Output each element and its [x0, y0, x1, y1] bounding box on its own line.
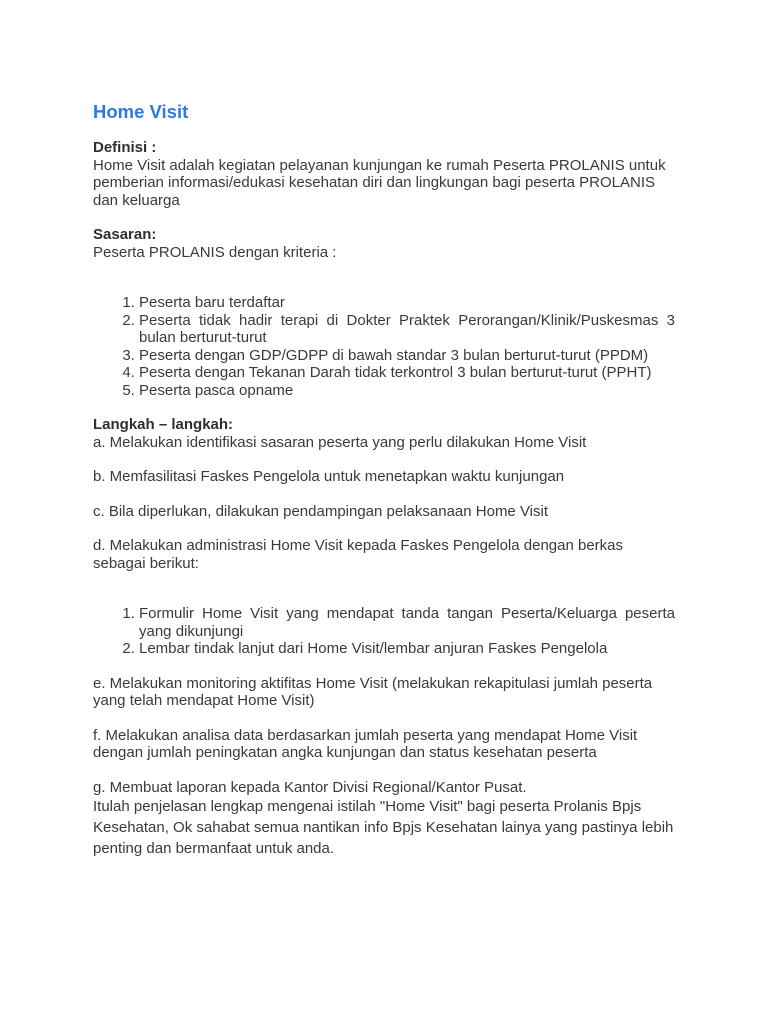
- langkah-step-e: e. Melakukan monitoring aktifitas Home Visit (melakukan rekapitulasi jumlah peserta yang telah mendapat Home Visit): [93, 674, 653, 709]
- list-item: 2. Peserta tidak hadir terapi di Dokter Praktek Perorangan/Klinik/Puskesmas 3 bulan berturut-turut: [139, 312, 675, 347]
- article-body: [93, 101, 675, 859]
- page-title: Home Visit: [93, 101, 189, 122]
- sasaran-heading: Sasaran:: [93, 226, 157, 243]
- list-item: 5. Peserta pasca opname: [139, 382, 675, 400]
- definisi-heading: Definisi :: [93, 139, 157, 156]
- list-item: 4. Peserta dengan Tekanan Darah tidak terkontrol 3 bulan berturut-turut (PPHT): [139, 364, 675, 382]
- langkah-step-b: b. Memfasilitasi Faskes Pengelola untuk menetapkan waktu kunjungan: [93, 468, 565, 485]
- definisi-text: Home Visit adalah kegiatan pelayanan kunjungan ke rumah Peserta PROLANIS untuk pemberian informasi/edukasi kesehatan diri dan lingkungan bagi peserta PROLANIS dan keluarga: [93, 156, 666, 209]
- langkah-step-a: a. Melakukan identifikasi sasaran peserta yang perlu dilakukan Home Visit: [93, 433, 587, 451]
- sasaran-intro: Peserta PROLANIS dengan kriteria :: [93, 243, 337, 261]
- langkah-step-c: c. Bila diperlukan, dilakukan pendampingan pelaksanaan Home Visit: [93, 502, 549, 520]
- list-item: 1. Formulir Home Visit yang mendapat tanda tangan Peserta/Keluarga peserta yang dikunjungi: [139, 605, 675, 640]
- sasaran-criteria-list: [93, 294, 675, 399]
- list-item: 1. Peserta baru terdaftar: [139, 294, 675, 312]
- langkah-step-g: g. Membuat laporan kepada Kantor Divisi Regional/Kantor Pusat.: [93, 778, 527, 796]
- berkas-list: [93, 605, 675, 658]
- langkah-step-f: f. Melakukan analisa data berdasarkan jumlah peserta yang mendapat Home Visit dengan jumlah peningkatan angka kunjungan dan status kesehatan peserta: [93, 726, 638, 761]
- closing-paragraph: Itulah penjelasan lengkap mengenai istilah "Home Visit" bagi peserta Prolanis Bpjs Kesehatan, Ok sahabat semua nantikan info Bpjs Kesehatan lainya yang pastinya lebih penting dan bermanfaat untuk anda.: [93, 798, 674, 857]
- list-item: 3. Peserta dengan GDP/GDPP di bawah standar 3 bulan berturut-turut (PPDM): [139, 347, 675, 365]
- langkah-heading: Langkah – langkah:: [93, 416, 234, 433]
- list-item: 2. Lembar tindak lanjut dari Home Visit/lembar anjuran Faskes Pengelola: [139, 640, 675, 658]
- langkah-step-d: d. Melakukan administrasi Home Visit kepada Faskes Pengelola dengan berkas sebagai berikut:: [93, 537, 624, 572]
